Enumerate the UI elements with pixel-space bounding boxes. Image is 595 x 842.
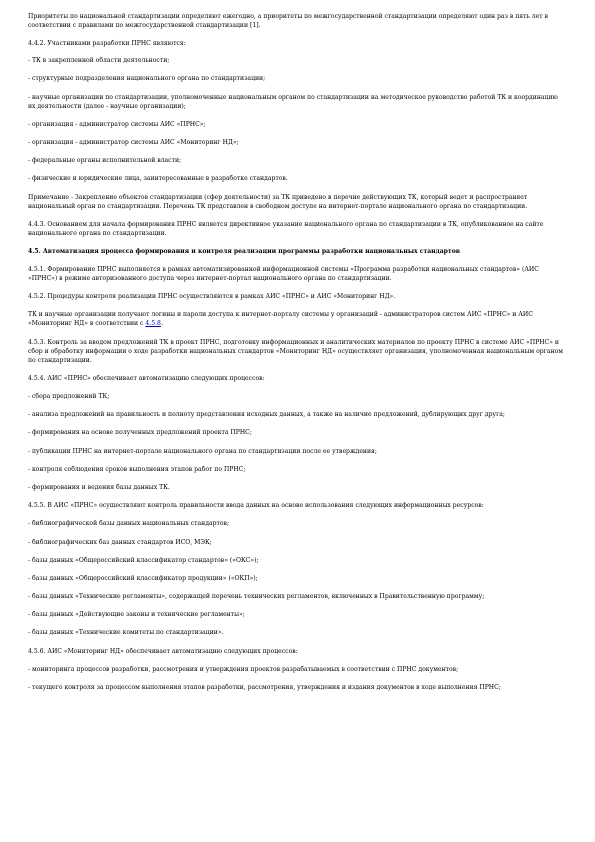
reference-link-4-5-8[interactable]: 4.5.8 bbox=[145, 320, 161, 328]
note-paragraph: Примечание - Закрепление объектов стандартизации (сфер деятельности) за ТК приведено в перечне действующих ТК, который ведет и распространяет национальный орган по стандартизации. Перечень ТК представлен в свободном доступе на интернет-портале национального органа по стандартизации. bbox=[28, 193, 528, 210]
list-item: - формирования и ведения базы данных ТК. bbox=[28, 483, 170, 491]
paragraph-text: ТК и научные организации получают логины и пароли доступа к интернет-порталу системы у организаций - администраторов систем АИС «ПРНС» и АИС «Мониторинг НД» в соответствии с bbox=[28, 311, 533, 328]
paragraph-4-4-2: 4.4.2. Участниками разработки ПРНС являются: bbox=[28, 40, 186, 48]
list-item: - ТК в закрепленной области деятельности; bbox=[28, 57, 170, 65]
list-item: - базы данных «Технические регламенты», содержащей перечень технических регламентов, включенных в Правительственную программу; bbox=[28, 593, 485, 601]
paragraph-4-5-3: 4.5.3. Контроль за вводом предложений ТК в проект ПРНС, подготовку информационных и аналитических материалов по проекту ПРНС в системе АИС «ПРНС» и сбор и обработку информации о ходе разработки национальных стандартов «Мониторинг НД» осуществляет организация, уполномоченная национальным органом по стандартизации. bbox=[28, 338, 563, 364]
paragraph-4-4-3: 4.4.3. Основанием для начала формирования ПРНС является директивное указание национального органа по стандартизации в ТК, опубликованное на сайте национального органа по стандартизации. bbox=[28, 220, 544, 237]
list-item: - контроля соблюдения сроков выполнения этапов работ по ПРНС; bbox=[28, 465, 246, 473]
paragraph-4-5-4: 4.5.4. АИС «ПРНС» обеспечивает автоматизацию следующих процессов: bbox=[28, 374, 265, 382]
list-item: - организация - администратор системы АИС «ПРНС»; bbox=[28, 120, 206, 128]
paragraph-4-5-2: 4.5.2. Процедуры контроля реализации ПРНС осуществляются в рамках АИС «ПРНС» и АИС «Мониторинг НД». bbox=[28, 293, 396, 301]
paragraph-access-logins bbox=[28, 310, 567, 328]
paragraph-4-5-1: 4.5.1. Формирование ПРНС выполняется в рамках автоматизированной информационной системы «Программа разработки национальных стандартов» (АИС «ПРНС») в режиме авторизованного доступа через интернет-портал национального органа по стандартизации. bbox=[28, 266, 539, 283]
list-item: - формирования на основе полученных предложений проекта ПРНС; bbox=[28, 429, 252, 437]
paragraph-4-5-6: 4.5.6. АИС «Мониторинг НД» обеспечивает автоматизацию следующих процессов: bbox=[28, 647, 298, 655]
paragraph-4-5-5: 4.5.5. В АИС «ПРНС» осуществляют контроль правильности ввода данных на основе использования следующих информационных ресурсов: bbox=[28, 502, 484, 510]
paragraph-priorities: Приоритеты по национальной стандартизации определяют ежегодно, а приоритеты по межгосударственной стандартизации определяют один раз в пять лет в соответствии с правилами по межгосударственной стандартизации [1]. bbox=[28, 13, 548, 29]
list-item: - базы данных «Действующие законы и технические регламенты»; bbox=[28, 611, 245, 619]
list-item: - анализа предложений на правильность и полноту представления исходных данных, а также на наличие предложений, дублирующих друг друга; bbox=[28, 411, 505, 419]
list-item: - структурные подразделения национального органа по стандартизации; bbox=[28, 75, 266, 83]
list-item: - библиографической базы данных национальных стандартов; bbox=[28, 520, 230, 528]
list-item: - публикации ПРНС на интернет-портале национального органа по стандартизации после ее утверждения; bbox=[28, 447, 377, 455]
list-item: - базы данных «Общероссийский классификатор стандартов» («ОКС»); bbox=[28, 556, 259, 564]
list-item: - текущего контроля за процессом выполнения этапов разработки, рассмотрения, утверждения и издания документов в ходе выполнения ПРНС; bbox=[28, 684, 501, 691]
list-item: - организация - администратор системы АИС «Мониторинг НД»; bbox=[28, 138, 239, 146]
list-item: - физические и юридические лица, заинтересованные в разработке стандартов. bbox=[28, 175, 288, 183]
list-item: - мониторинга процессов разработки, рассмотрения и утверждения проектов разрабатываемых в соответствии с ПРНС документов; bbox=[28, 665, 459, 673]
section-heading-4-5: 4.5. Автоматизация процесса формирования и контроля реализации программы разработки национальных стандартов bbox=[28, 247, 460, 255]
paragraph-tail: . bbox=[160, 320, 163, 328]
list-item: - базы данных «Общероссийский классификатор продукции» («ОКП»); bbox=[28, 574, 258, 582]
list-item: - сбора предложений ТК; bbox=[28, 393, 110, 400]
list-item: - библиографических баз данных стандартов ИСО, МЭК; bbox=[28, 538, 212, 546]
list-item: - базы данных «Технические комитеты по стандартизации». bbox=[28, 629, 224, 637]
list-item: - научные организации по стандартизации, уполномоченные национальным органом по стандартизации на методическое руководство работой ТК и координацию их деятельности (далее - научные организации); bbox=[28, 93, 558, 110]
list-item: - федеральные органы исполнительной власти; bbox=[28, 157, 182, 165]
